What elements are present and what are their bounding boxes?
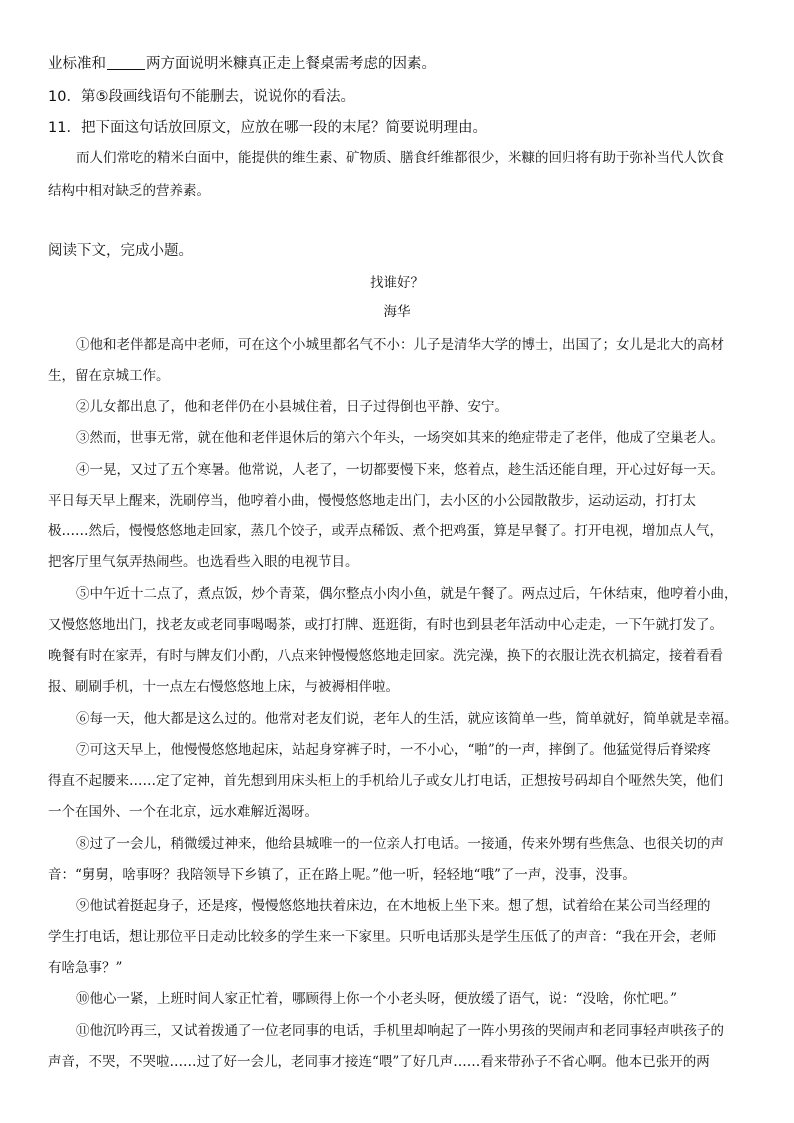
article-line: ①他和老伴都是高中老师，可在这个小城里都名气不小：儿子是清华大学的博士，出国了；女儿是北大的高材 — [76, 337, 724, 353]
article-line: 报、刷刷手机，十一点左右慢悠悠地上床，与被褥相伴啦。 — [48, 679, 399, 695]
article-line: ⑤中午近十二点了，煮点饭，炒个青菜，偶尔整点小肉小鱼，就是午餐了。两点过后，午休结束，他哼着小曲， — [76, 586, 738, 602]
article-line: ③然而，世事无常，就在他和老伴退休后的第六个年头，一场突如其来的绝症带走了老伴，他成了空巢老人。 — [76, 430, 724, 446]
article-line: 音：“舅舅，啥事呀？我陪领导下乡镇了，正在路上呢。”他一听，轻轻地“哦”了一声，没事，没事。 — [48, 867, 636, 883]
article-line: 又慢悠悠地出门，找老友或老同事喝喝茶，或打打牌、逛逛街，有时也到县老年活动中心走走，一下午就打发了。 — [48, 617, 723, 633]
answer-blank[interactable] — [107, 55, 145, 70]
article-line: ⑪他沉吟再三，又试着拨通了一位老同事的电话，手机里却响起了一阵小男孩的哭闹声和老同事轻声哄孩子的 — [76, 1023, 724, 1039]
article-author: 海华 — [383, 304, 411, 320]
article-line: 极……然后，慢慢悠悠地走回家，蒸几个饺子，或弄点稀饭、煮个把鸡蛋，算是早餐了。打开电视，增加点人气， — [48, 523, 723, 539]
article-line: 声音，不哭，不哭啦……过了好一会儿，老同事才接连“喂”了好几声……看来带孙子不省心啊。他本已张开的两 — [48, 1054, 710, 1070]
article-line: 学生打电话，想让那位平日走动比较多的学生来一下家里。只听电话那头是学生压低了的声音：“我在开会，老师 — [48, 929, 717, 945]
question-11: 11．把下面这句话放回原文，应放在哪一段的末尾？简要说明理由。 — [48, 120, 487, 136]
article-line: ⑨他试着挺起身子，还是疼，慢慢悠悠地扶着床边，在木地板上坐下来。想了想，试着给在某公司当经理的 — [76, 898, 711, 914]
article-line: 一个在国外、一个在北京，远水难解近渴呀。 — [48, 804, 318, 820]
article-line: 得直不起腰来……定了定神，首先想到用床头柜上的手机给儿子或女儿打电话，正想按号码却自个哑然失笑，他们 — [48, 773, 723, 789]
question-10: 10．第⑤段画线语句不能删去，说说你的看法。 — [48, 89, 355, 105]
question-9-tail — [48, 54, 436, 74]
article-title: 找谁好？ — [370, 275, 424, 291]
article-line: ⑦可这天早上，他慢慢悠悠地起床，站起身穿裤子时，一不小心，“啪”的一声，摔倒了。他猛觉得后脊梁疼 — [76, 742, 711, 758]
question-9-text-2: 两方面说明米糠真正走上餐桌需考虑的因素。 — [146, 56, 436, 72]
article-line: 生，留在京城工作。 — [48, 368, 170, 384]
article-line: ⑥每一天，他大都是这么过的。他常对老友们说，老年人的生活，就应该简单一些，简单就好，简单就是幸福。 — [76, 711, 738, 727]
article-line: 有啥急事？” — [48, 960, 123, 976]
question-9-text-1: 业标准和 — [48, 56, 106, 72]
article-line: ⑩他心一紧，上班时间人家正忙着，哪顾得上你一个小老头呀，便放缓了语气，说：“没啥，你忙吧。” — [76, 991, 678, 1007]
article-line: 晚餐有时在家弄，有时与牌友们小酌，八点来钟慢慢悠悠地走回家。洗完澡，换下的衣服让洗衣机搞定，接着看看 — [48, 648, 723, 664]
reading-instruction: 阅读下文，完成小题。 — [48, 243, 193, 259]
article-line: ②儿女都出息了，他和老伴仍在小县城住着，日子过得倒也平静、安宁。 — [76, 399, 508, 415]
article-line: ④一晃，又过了五个寒暑。他常说，人老了，一切都要慢下来，悠着点，趁生活还能自理，开心过好每一天。 — [76, 462, 724, 478]
article-line: 把客厅里气氛弄热闹些。也选看些入眼的电视节目。 — [48, 554, 359, 570]
question-11-quote-line-1: 而人们常吃的精米白面中，能提供的维生素、矿物质、膳食纤维都很少，米糠的回归将有助于弥补当代人饮食 — [76, 150, 724, 166]
article-line: 平日每天早上醒来，洗刷停当，他哼着小曲，慢慢悠悠地走出门，去小区的小公园散散步，运动运动，打打太 — [48, 493, 696, 509]
question-11-quote-line-2: 结构中相对缺乏的营养素。 — [48, 183, 210, 199]
article-line: ⑧过了一会儿，稍微缓过神来，他给县城唯一的一位亲人打电话。一接通，传来外甥有些焦急、也很关切的声 — [76, 836, 724, 852]
